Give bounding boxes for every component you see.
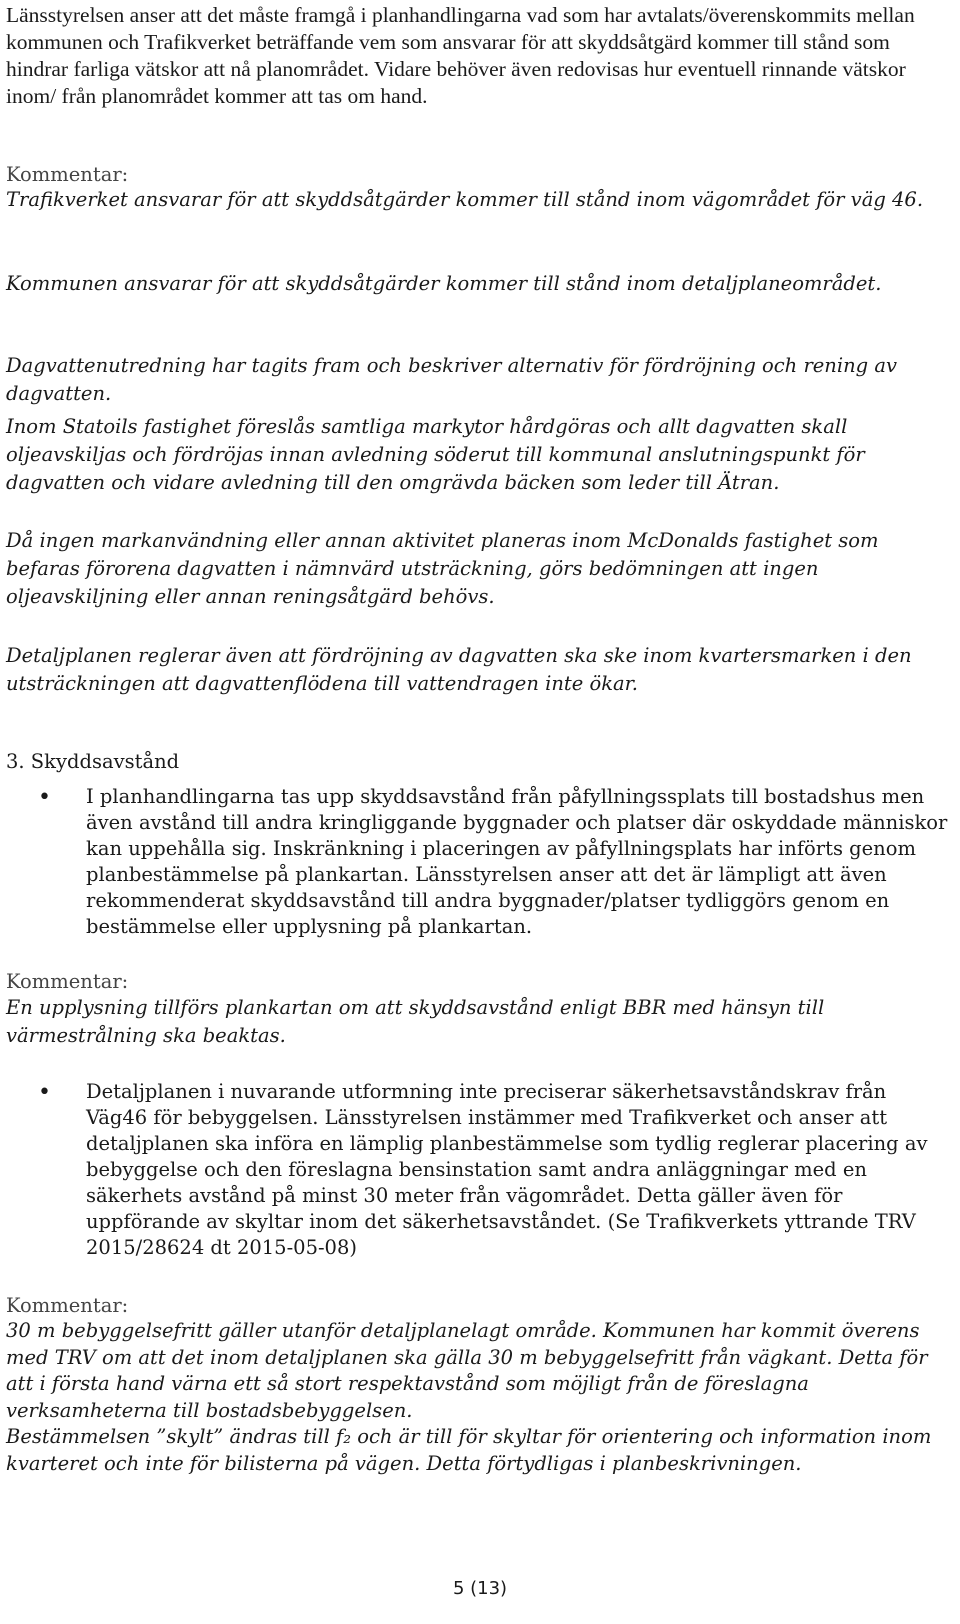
comment-label: Kommentar: bbox=[6, 1294, 129, 1317]
comment-text: Då ingen markanvändning eller annan aktivitet planeras inom McDonalds fastighet som befaras förorena dagvatten i nämnvärd utsträckning, görs bedömningen att ingen oljeavskiljning eller annan reningsåtgärd behövs. bbox=[6, 529, 879, 608]
comment-label: Kommentar: bbox=[6, 970, 129, 993]
list-item-text: Detaljplanen i nuvarande utformning inte preciserar säkerhetsavståndskrav från Väg46 för bebyggelsen. Länsstyrelsen instämmer med Trafikverket och anser att detaljplanen ska införa en lämplig planbestämmelse som tydlig reglerar placering av bebyggelse och den föreslagna bensinstation samt andra anläggningar med en säkerhets avstånd på minst 30 meter från vägområdet. Detta gäller även för uppförande av skyltar inom det säkerhetsavståndet. (Se Trafikverkets yttrande TRV 2015/28624 dt 2015-05-08) bbox=[86, 1080, 928, 1259]
section-heading: 3. Skyddsavstånd bbox=[6, 750, 180, 773]
page-number: 5 (13) bbox=[452, 1578, 508, 1599]
comment-text: Trafikverket ansvarar för att skyddsåtgärder kommer till stånd inom vägområdet för väg 46. bbox=[6, 188, 924, 211]
bullet-icon: • bbox=[38, 785, 51, 810]
comment-label: Kommentar: bbox=[6, 163, 129, 186]
comment-text: Bestämmelsen ”skylt” ändras till f₂ och är till för skyltar för orientering och information inom kvarteret och inte för bilisterna på vägen. Detta förtydligas i planbeskrivningen. bbox=[6, 1425, 932, 1475]
comment-text: 30 m bebyggelsefritt gäller utanför detaljplanelagt område. Kommunen har kommit överens med TRV om att det inom detaljplanen ska gälla 30 m bebyggelsefritt från vägkant. Detta för att i första hand värna ett så stort respektavstånd som möjligt från de föreslagna verksamheterna till bostadsbebyggelsen. bbox=[6, 1319, 928, 1422]
list-item-text: I planhandlingarna tas upp skyddsavstånd från påfyllningssplats till bostadshus men även avstånd till andra kringliggande byggnader och platser där oskyddade människor kan uppehålla sig. Inskränkning i placeringen av påfyllningsplats har införts genom planbestämmelse på plankartan. Länsstyrelsen anser att det är lämpligt att även rekommenderat skyddsavstånd till andra byggnader/platser tydliggörs genom en bestämmelse eller upplysning på plankartan. bbox=[86, 785, 948, 938]
comment-text: En upplysning tillförs plankartan om att skyddsavstånd enligt BBR med hänsyn till värmestrålning ska beaktas. bbox=[6, 996, 825, 1047]
comment-text: Detaljplanen reglerar även att fördröjning av dagvatten ska ske inom kvartersmarken i den utsträckningen att dagvattenflödena till vattendragen inte ökar. bbox=[6, 644, 912, 695]
comment-text: Kommunen ansvarar för att skyddsåtgärder kommer till stånd inom detaljplaneområdet. bbox=[6, 272, 882, 295]
bullet-icon: • bbox=[38, 1080, 51, 1105]
paragraph-lansstyrelsen-intro: Länsstyrelsen anser att det måste framgå i planhandlingarna vad som har avtalats/överenskommits mellan kommunen och Trafikverket beträffande vem som ansvarar för att skyddsåtgärd kommer till stånd som hindrar farliga vätskor att nå planområdet. Vidare behöver även redovisas hur eventuell rinnande vätskor inom/ från planområdet kommer att tas om hand. bbox=[6, 3, 915, 108]
comment-text: Dagvattenutredning har tagits fram och beskriver alternativ för fördröjning och rening av dagvatten. bbox=[6, 354, 897, 405]
comment-text: Inom Statoils fastighet föreslås samtliga markytor hårdgöras och allt dagvatten skall oljeavskiljas och fördröjas innan avledning söderut till kommunal anslutningspunkt för dagvatten och vidare avledning till den omgrävda bäcken som leder till Ätran. bbox=[6, 415, 865, 494]
